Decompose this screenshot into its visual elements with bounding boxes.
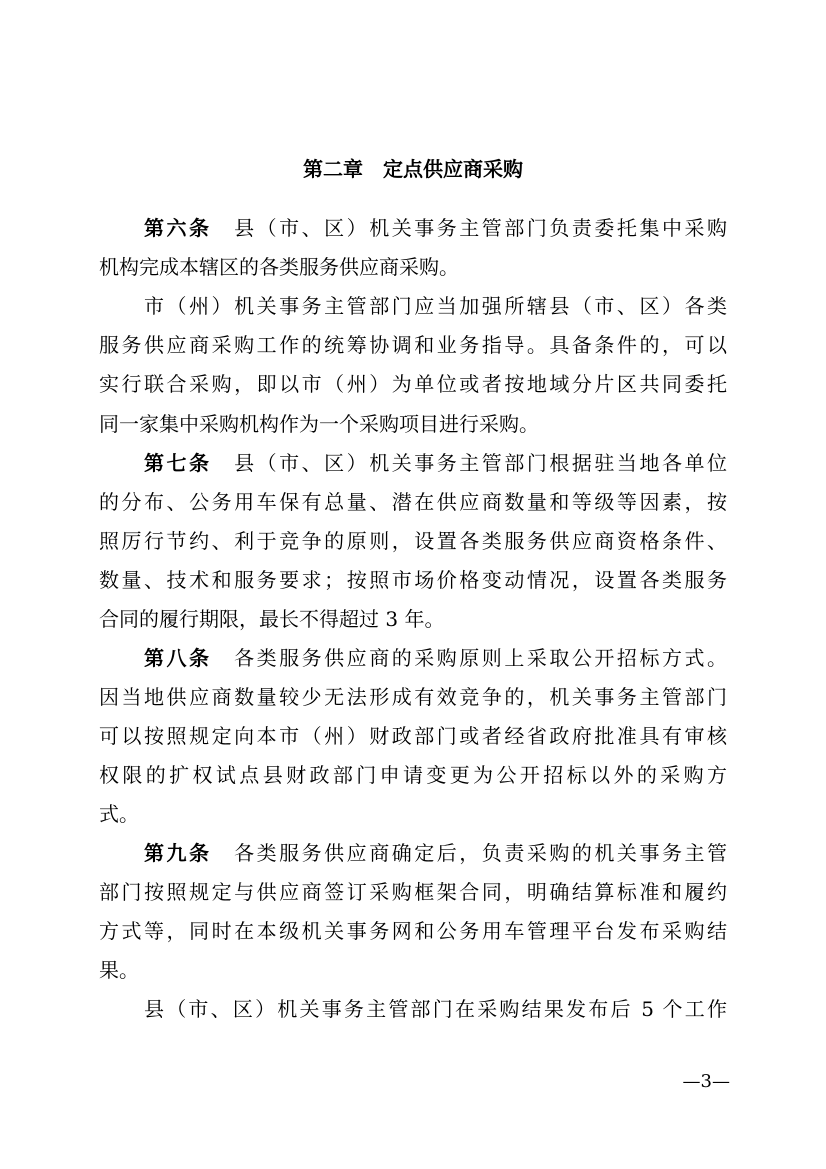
article-9-label: 第九条 [144, 841, 212, 865]
article-7-text-1: 县（市、区）机关事务主管部门根据驻当地各单位 [211, 451, 727, 475]
article-8-line-4: 权限的扩权试点县财政部门申请变更为公开招标以外的采购方 [99, 763, 727, 787]
paragraph-2-line-3: 实行联合采购，即以市（州）为单位或者按地域分片区共同委托 [99, 372, 727, 396]
paragraph-2-line-1: 市（州）机关事务主管部门应当加强所辖县（市、区）各类 [144, 294, 727, 318]
article-7-line-1 [99, 443, 727, 483]
article-8-line-1 [99, 638, 727, 678]
article-8-label: 第八条 [144, 646, 212, 670]
article-9-line-4: 果。 [99, 958, 139, 982]
article-8-line-3: 可以按照规定向本市（州）财政部门或者经省政府批准具有审核 [99, 724, 727, 748]
article-9-line-3: 方式等，同时在本级机关事务网和公务用车管理平台发布采购结 [99, 919, 727, 943]
article-6-line-1 [99, 208, 727, 248]
article-8-line-2: 因当地供应商数量较少无法形成有效竞争的，机关事务主管部门 [99, 685, 727, 709]
article-7-line-5: 合同的履行期限，最长不得超过 3 年。 [99, 607, 445, 631]
article-6-label: 第六条 [144, 216, 212, 240]
article-6-line-2: 机构完成本辖区的各类服务供应商采购。 [99, 255, 459, 279]
chapter-title: 第二章 定点供应商采购 [303, 157, 523, 181]
article-9-line-1 [99, 833, 727, 873]
article-7-line-4: 数量、技术和服务要求；按照市场价格变动情况，设置各类服务 [99, 568, 727, 592]
paragraph-last-line-1: 县（市、区）机关事务主管部门在采购结果发布后 5 个工作 [144, 997, 727, 1021]
article-8-text-1: 各类服务供应商的采购原则上采取公开招标方式。 [211, 646, 727, 670]
article-9-text-1: 各类服务供应商确定后，负责采购的机关事务主管 [211, 841, 727, 865]
article-9-line-2: 部门按照规定与供应商签订采购框架合同，明确结算标准和履约 [99, 880, 727, 904]
article-7-line-2: 的分布、公务用车保有总量、潜在供应商数量和等级等因素，按 [99, 490, 727, 514]
article-7-line-3: 照厉行节约、利于竞争的原则，设置各类服务供应商资格条件、 [99, 529, 727, 553]
page-number: —3— [682, 1071, 730, 1092]
article-6-text-1: 县（市、区）机关事务主管部门负责委托集中采购 [211, 216, 727, 240]
paragraph-2-line-2: 服务供应商采购工作的统筹协调和业务指导。具备条件的，可以 [99, 333, 727, 357]
paragraph-2-line-4: 同一家集中采购机构作为一个采购项目进行采购。 [99, 412, 539, 436]
article-7-label: 第七条 [144, 451, 212, 475]
article-8-line-5: 式。 [99, 802, 139, 826]
